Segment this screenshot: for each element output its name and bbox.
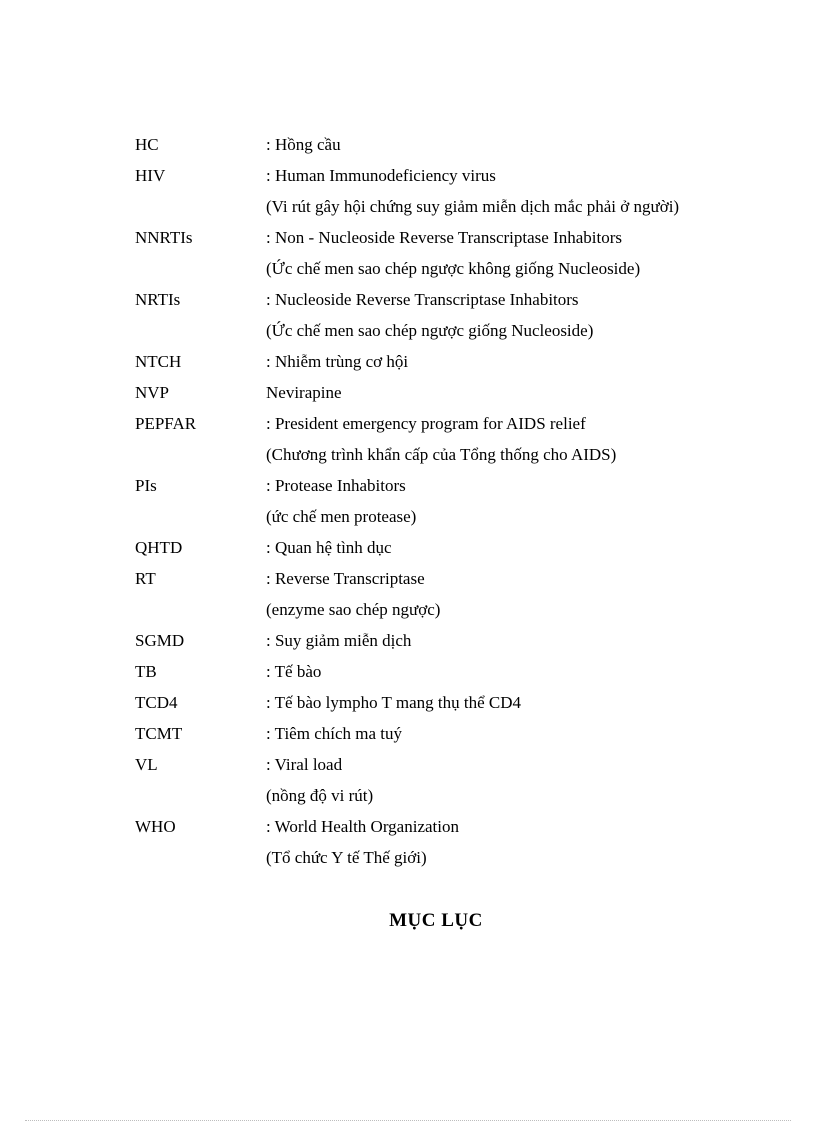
abbreviation-row xyxy=(135,286,755,317)
abbreviation-row xyxy=(135,751,755,782)
abbreviation-row xyxy=(135,224,755,255)
abbreviation-definition: (enzyme sao chép ngược) xyxy=(266,600,441,619)
abbreviation-row xyxy=(135,596,755,627)
abbreviation-term: NRTIs xyxy=(135,290,181,309)
abbreviation-row xyxy=(135,720,755,751)
abbreviation-row xyxy=(135,689,755,720)
abbreviation-row xyxy=(135,534,755,565)
abbreviation-row xyxy=(135,813,755,844)
abbreviation-row xyxy=(135,658,755,689)
abbreviation-definition: : Tế bào lympho T mang thụ thể CD4 xyxy=(266,693,521,712)
abbreviation-definition: : Nucleoside Reverse Transcriptase Inhabitors xyxy=(266,290,579,309)
abbreviation-row xyxy=(135,255,755,286)
abbreviation-term: RT xyxy=(135,569,156,588)
abbreviation-definition: (Tổ chức Y tế Thế giới) xyxy=(266,848,427,867)
abbreviation-definition: (Vi rút gây hội chứng suy giảm miễn dịch mắc phải ở người) xyxy=(266,197,680,216)
abbreviation-definition: : President emergency program for AIDS relief xyxy=(266,414,586,433)
abbreviation-term xyxy=(135,596,266,627)
abbreviation-term xyxy=(135,255,266,286)
abbreviation-definition: (ức chế men protease) xyxy=(266,507,417,526)
abbreviation-term xyxy=(135,844,266,875)
abbreviation-row xyxy=(135,565,755,596)
abbreviation-definition: (Chương trình khẩn cấp của Tổng thống cho AIDS) xyxy=(266,445,617,464)
abbreviation-term xyxy=(135,193,266,224)
abbreviation-definition: (Ức chế men sao chép ngược giống Nucleoside) xyxy=(266,321,594,340)
abbreviation-term: HC xyxy=(135,135,159,154)
abbreviation-row xyxy=(135,348,755,379)
abbreviation-row xyxy=(135,379,755,410)
abbreviation-definition: : Protease Inhabitors xyxy=(266,476,406,495)
abbreviation-term: WHO xyxy=(135,817,176,836)
table-of-contents-heading: MỤC LỤC xyxy=(389,910,483,931)
abbreviation-term xyxy=(135,317,266,348)
abbreviation-row xyxy=(135,162,755,193)
abbreviation-term: QHTD xyxy=(135,538,183,557)
abbreviation-term: SGMD xyxy=(135,631,185,650)
abbreviation-row xyxy=(135,131,755,162)
abbreviation-definition: : Suy giảm miễn dịch xyxy=(266,631,412,650)
abbreviation-row xyxy=(135,782,755,813)
abbreviation-definition: : Tiêm chích ma tuý xyxy=(266,724,402,743)
abbreviation-row xyxy=(135,627,755,658)
abbreviation-definition: : Human Immunodeficiency virus xyxy=(266,166,496,185)
abbreviation-definition: : Quan hệ tình dục xyxy=(266,538,392,557)
abbreviation-term xyxy=(135,782,266,813)
abbreviation-definition: Nevirapine xyxy=(266,383,342,402)
abbreviation-term: TCMT xyxy=(135,724,183,743)
abbreviation-term: HIV xyxy=(135,166,166,185)
abbreviation-definition: : Reverse Transcriptase xyxy=(266,569,425,588)
abbreviation-definition: : Nhiễm trùng cơ hội xyxy=(266,352,409,371)
abbreviation-term: PIs xyxy=(135,476,157,495)
abbreviation-definition: (nồng độ vi rút) xyxy=(266,786,374,805)
abbreviation-row xyxy=(135,503,755,534)
abbreviation-row xyxy=(135,844,755,875)
abbreviation-row xyxy=(135,410,755,441)
abbreviation-term: TCD4 xyxy=(135,693,178,712)
abbreviation-definition: : Non - Nucleoside Reverse Transcriptase Inhabitors xyxy=(266,228,622,247)
abbreviation-row xyxy=(135,317,755,348)
abbreviation-definition: : Viral load xyxy=(266,755,343,774)
abbreviation-term xyxy=(135,441,266,472)
page-bottom-divider xyxy=(25,1120,791,1121)
abbreviation-term xyxy=(135,503,266,534)
abbreviation-definition: : Hồng cầu xyxy=(266,135,341,154)
abbreviation-definition: : World Health Organization xyxy=(266,817,459,836)
abbreviation-term: NVP xyxy=(135,383,170,402)
abbreviation-term: VL xyxy=(135,755,158,774)
abbreviation-definition: : Tế bào xyxy=(266,662,322,681)
abbreviation-term: PEPFAR xyxy=(135,414,197,433)
abbreviation-term: NTCH xyxy=(135,352,182,371)
abbreviation-row xyxy=(135,441,755,472)
abbreviation-row xyxy=(135,472,755,503)
abbreviation-list xyxy=(135,131,755,875)
abbreviation-row xyxy=(135,193,755,224)
abbreviation-term: TB xyxy=(135,662,157,681)
abbreviation-definition: (Ức chế men sao chép ngược không giống Nucleoside) xyxy=(266,259,641,278)
abbreviation-term: NNRTIs xyxy=(135,228,193,247)
